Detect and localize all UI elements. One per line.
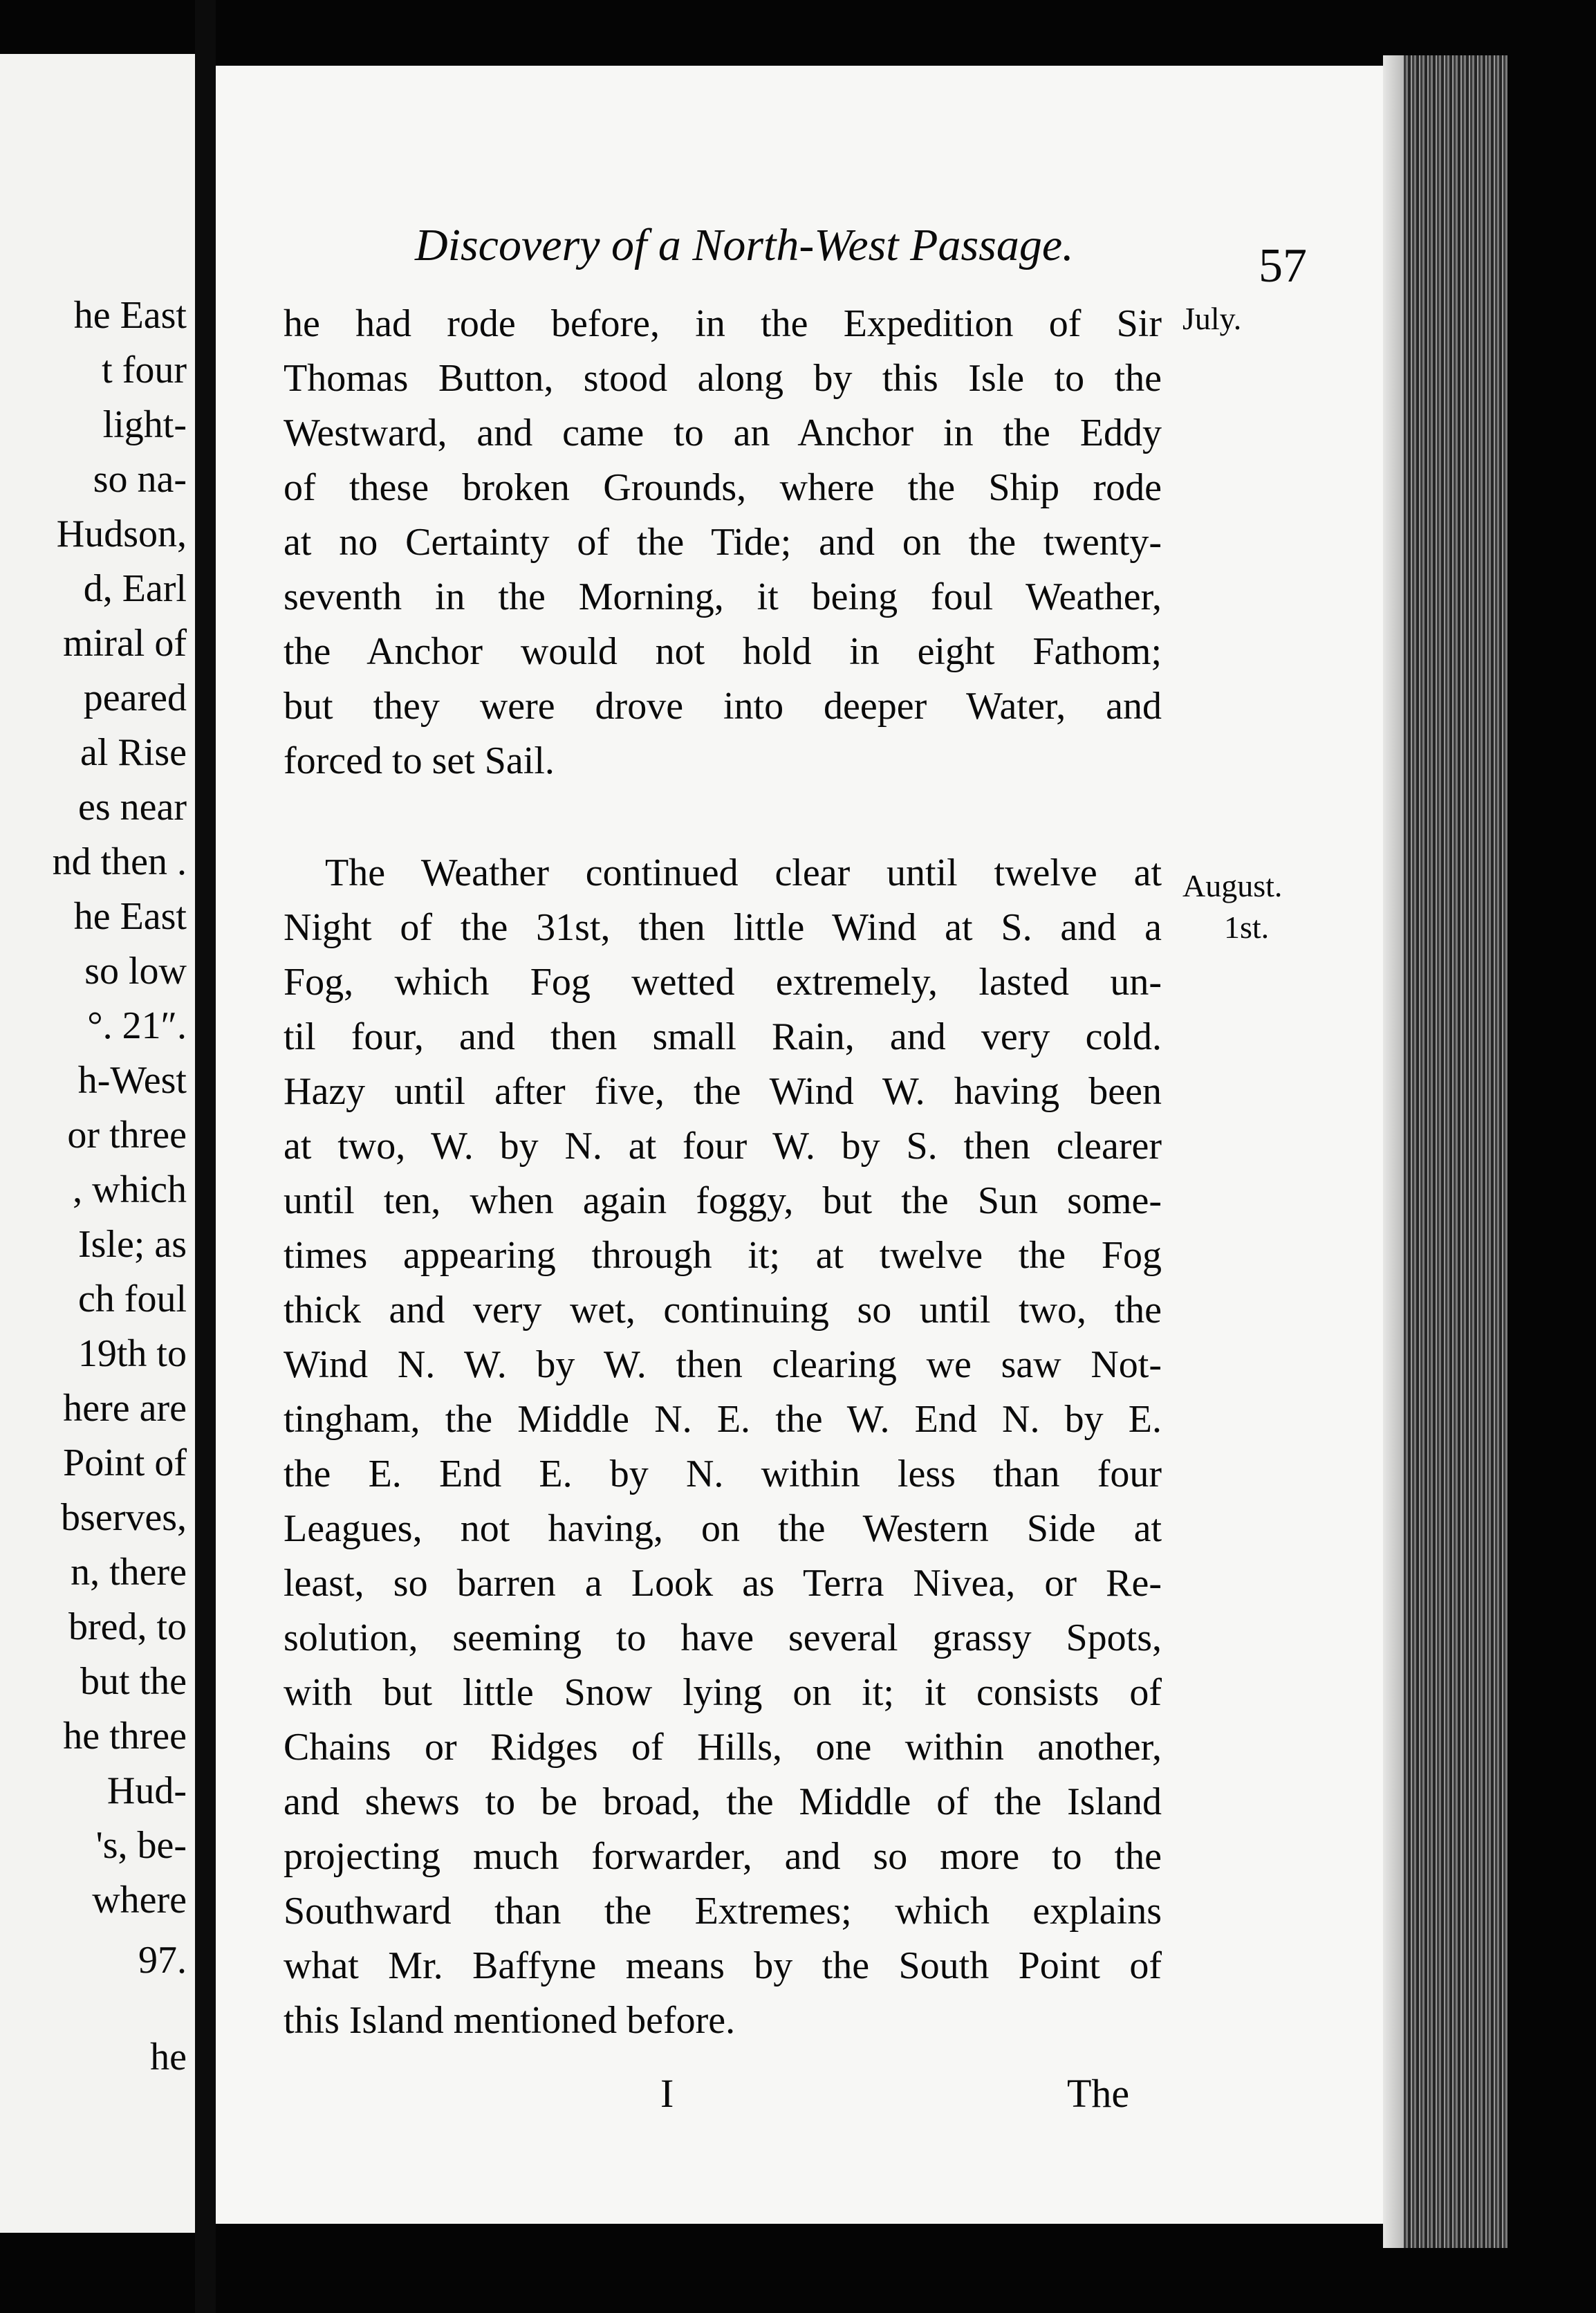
left-text-line: so low [84,950,187,993]
left-text-line: t four [102,349,187,391]
left-text-line: miral of [63,622,187,665]
margin-note-august: August. [1182,868,1283,903]
text-line: what Mr. Baffyne means by the South Point of [284,1944,1162,1987]
running-head: Discovery of a North-West Passage. [415,220,1074,270]
catchword: The [1067,2071,1130,2116]
text-line: Wind N. W. by W. then clearing we saw Not- [284,1343,1162,1386]
left-text-line: 19th to [77,1332,187,1375]
text-line: until ten, when again foggy, but the Sun some- [284,1179,1162,1222]
left-text-line: 's, be- [95,1824,187,1867]
text-line: he had rode before, in the Expedition of Sir [284,302,1162,345]
text-line: Fog, which Fog wetted extremely, lasted un- [284,961,1162,1004]
margin-note-august-day: 1st. [1224,910,1270,945]
text-line: Chains or Ridges of Hills, one within another, [284,1726,1162,1769]
text-line: tingham, the Middle N. E. the W. End N. by E. [284,1398,1162,1441]
text-line: of these broken Grounds, where the Ship rode [284,466,1162,509]
left-text-line: light- [102,403,187,446]
text-line: at two, W. by N. at four W. by S. then clearer [284,1125,1162,1168]
left-text-line: here are [63,1387,187,1430]
book-page-edges [1404,55,1507,2248]
left-text-line: but the [80,1660,187,1703]
text-line: projecting much forwarder, and so more to the [284,1835,1162,1878]
page-number: 57 [1259,239,1307,293]
left-text-line: nd then . [52,840,187,883]
left-text-line: bserves, [61,1496,187,1539]
signature-mark: I [660,2071,674,2116]
left-text-line: es near [77,786,187,829]
left-text-line: he [150,2036,187,2079]
left-text-line: or three [67,1114,187,1156]
left-text-line: Point of [63,1441,187,1484]
book-gutter [195,0,216,2313]
text-line: but they were drove into deeper Water, and [284,685,1162,728]
left-text-line: al Rise [80,731,187,774]
text-line: with but little Snow lying on it; it consists of [284,1671,1162,1714]
left-text-line: n, there [71,1551,187,1594]
text-line: Leagues, not having, on the Western Side at [284,1507,1162,1550]
left-text-line: peared [83,676,187,719]
text-line: Westward, and came to an Anchor in the Eddy [284,412,1162,454]
text-line: times appearing through it; at twelve the Fog [284,1234,1162,1277]
text-line: and shews to be broad, the Middle of the Island [284,1780,1162,1823]
left-text-line: Hudson, [56,513,187,555]
left-text-line: where [92,1879,187,1922]
left-text-line: he East [73,294,187,337]
text-line: least, so barren a Look as Terra Nivea, or Re- [284,1562,1162,1605]
left-text-line: , which [73,1168,187,1211]
text-line: this Island mentioned before. [284,1999,736,2042]
text-line: Southward than the Extremes; which explains [284,1890,1162,1933]
text-line: thick and very wet, continuing so until two, the [284,1289,1162,1331]
text-line: forced to set Sail. [284,739,555,782]
left-text-line: d, Earl [83,567,187,610]
text-line: Thomas Button, stood along by this Isle to the [284,357,1162,400]
text-line: solution, seeming to have several grassy Spots, [284,1616,1162,1659]
left-text-line: °. 21″. [87,1004,187,1047]
left-text-line: bred, to [68,1605,187,1648]
text-line: til four, and then small Rain, and very cold. [284,1015,1162,1058]
text-line: Night of the 31st, then little Wind at S. and a [284,906,1162,949]
left-text-line: h-West [77,1059,187,1102]
text-line: the E. End E. by N. within less than four [284,1453,1162,1495]
left-text-line: Isle; as [77,1223,187,1266]
left-text-line: Hud- [106,1769,187,1812]
left-text-line: 97. [138,1939,187,1982]
text-line: Hazy until after five, the Wind W. having been [284,1070,1162,1113]
text-line: seventh in the Morning, it being foul Weather, [284,575,1162,618]
left-text-line: ch foul [77,1278,187,1320]
text-line: at no Certainty of the Tide; and on the twenty- [284,521,1162,564]
left-text-line: he East [73,895,187,938]
left-text-line: he three [63,1715,187,1758]
left-text-line: so na- [93,458,187,501]
text-line: the Anchor would not hold in eight Fathom; [284,630,1162,673]
left-page [0,54,195,2233]
text-line: The Weather continued clear until twelve at [325,851,1162,894]
margin-note-july: July. [1182,301,1242,336]
